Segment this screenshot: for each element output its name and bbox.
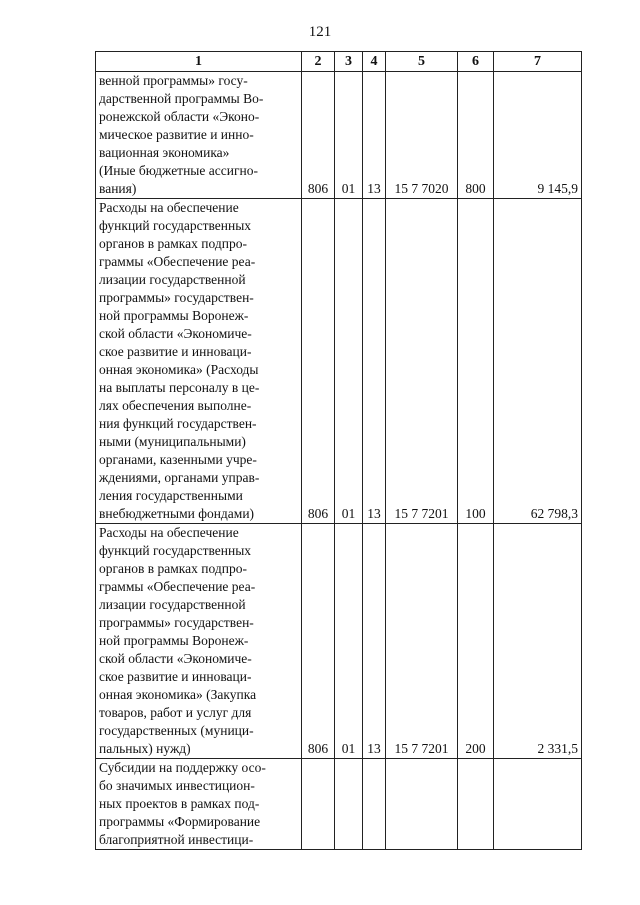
description-line: (Иные бюджетные ассигно- — [99, 163, 258, 178]
table-header-row — [96, 52, 582, 72]
description-line: функций государственных — [99, 543, 252, 558]
description-line: мическое развитие и инно- — [99, 127, 254, 142]
expense-type-code: 100 — [458, 199, 494, 524]
description-line: функций государственных — [99, 218, 252, 233]
target-article-code: 15 7 7201 — [386, 524, 458, 759]
subsection-code — [363, 759, 386, 850]
target-article-code — [386, 759, 458, 850]
description-line: ской области «Экономиче- — [99, 651, 252, 666]
amount-value: 9 145,9 — [494, 72, 582, 199]
ministry-code: 806 — [302, 199, 335, 524]
description-line: органов в рамках подпро- — [99, 561, 247, 576]
description-line: ной программы Воронеж- — [99, 308, 249, 323]
ministry-code — [302, 759, 335, 850]
description-line: ской области «Экономиче- — [99, 326, 252, 341]
description-line: ское развитие и инноваци- — [99, 344, 252, 359]
header-col-2: 2 — [302, 52, 335, 72]
description-line: программы «Формирование — [99, 814, 261, 829]
description-line: программы» государствен- — [99, 615, 254, 630]
row-description — [96, 72, 302, 199]
description-line: онная экономика» (Расходы — [99, 362, 259, 377]
description-line: ными (муниципальными) — [99, 434, 246, 449]
description-line: товаров, работ и услуг для — [99, 705, 252, 720]
amount-value: 62 798,3 — [494, 199, 582, 524]
description-line: граммы «Обеспечение реа- — [99, 579, 256, 594]
description-line: органов в рамках подпро- — [99, 236, 247, 251]
subsection-code: 13 — [363, 524, 386, 759]
table-row — [96, 199, 582, 524]
header-col-1: 1 — [96, 52, 302, 72]
description-line: лизации государственной — [99, 597, 246, 612]
section-code: 01 — [335, 72, 363, 199]
description-line: ронежской области «Эконо- — [99, 109, 260, 124]
description-line: бо значимых инвестицион- — [99, 778, 255, 793]
description-line: внебюджетными фондами) — [99, 506, 255, 521]
page-number: 121 — [308, 24, 332, 40]
description-line: ское развитие и инноваци- — [99, 669, 252, 684]
description-line: ных проектов в рамках под- — [99, 796, 260, 811]
description-line: ления государственными — [99, 488, 243, 503]
expense-type-code: 200 — [458, 524, 494, 759]
section-code: 01 — [335, 524, 363, 759]
description-line: вационная экономика» — [99, 145, 230, 160]
ministry-code: 806 — [302, 524, 335, 759]
description-line: граммы «Обеспечение реа- — [99, 254, 256, 269]
section-code: 01 — [335, 199, 363, 524]
description-line: венной программы» госу- — [99, 73, 248, 88]
description-line: ной программы Воронеж- — [99, 633, 249, 648]
table-row — [96, 72, 582, 199]
target-article-code: 15 7 7201 — [386, 199, 458, 524]
subsection-code: 13 — [363, 199, 386, 524]
table-row — [96, 524, 582, 759]
description-line: государственных (муници- — [99, 723, 254, 738]
section-code — [335, 759, 363, 850]
header-col-6: 6 — [458, 52, 494, 72]
description-line: Расходы на обеспечение — [99, 200, 239, 215]
description-line: онная экономика» (Закупка — [99, 687, 257, 702]
description-line: лях обеспечения выполне- — [99, 398, 252, 413]
ministry-code: 806 — [302, 72, 335, 199]
row-description — [96, 199, 302, 524]
target-article-code: 15 7 7020 — [386, 72, 458, 199]
description-line: дарственной программы Во- — [99, 91, 264, 106]
amount-value — [494, 759, 582, 850]
description-line: ния функций государствен- — [99, 416, 257, 431]
budget-table — [95, 51, 582, 850]
header-col-7: 7 — [494, 52, 582, 72]
header-col-5: 5 — [386, 52, 458, 72]
row-description — [96, 524, 302, 759]
expense-type-code: 800 — [458, 72, 494, 199]
description-line: Субсидии на поддержку осо- — [99, 760, 266, 775]
expense-type-code — [458, 759, 494, 850]
table-row — [96, 759, 582, 850]
description-line: лизации государственной — [99, 272, 246, 287]
description-line: ждениями, органами управ- — [99, 470, 260, 485]
description-line: вания) — [99, 181, 137, 196]
amount-value: 2 331,5 — [494, 524, 582, 759]
subsection-code: 13 — [363, 72, 386, 199]
description-line: благоприятной инвестици- — [99, 832, 254, 847]
description-line: органами, казенными учре- — [99, 452, 257, 467]
header-col-4: 4 — [363, 52, 386, 72]
description-line: программы» государствен- — [99, 290, 254, 305]
description-line: на выплаты персоналу в це- — [99, 380, 260, 395]
row-description — [96, 759, 302, 850]
description-line: пальных) нужд) — [99, 741, 191, 756]
header-col-3: 3 — [335, 52, 363, 72]
description-line: Расходы на обеспечение — [99, 525, 239, 540]
